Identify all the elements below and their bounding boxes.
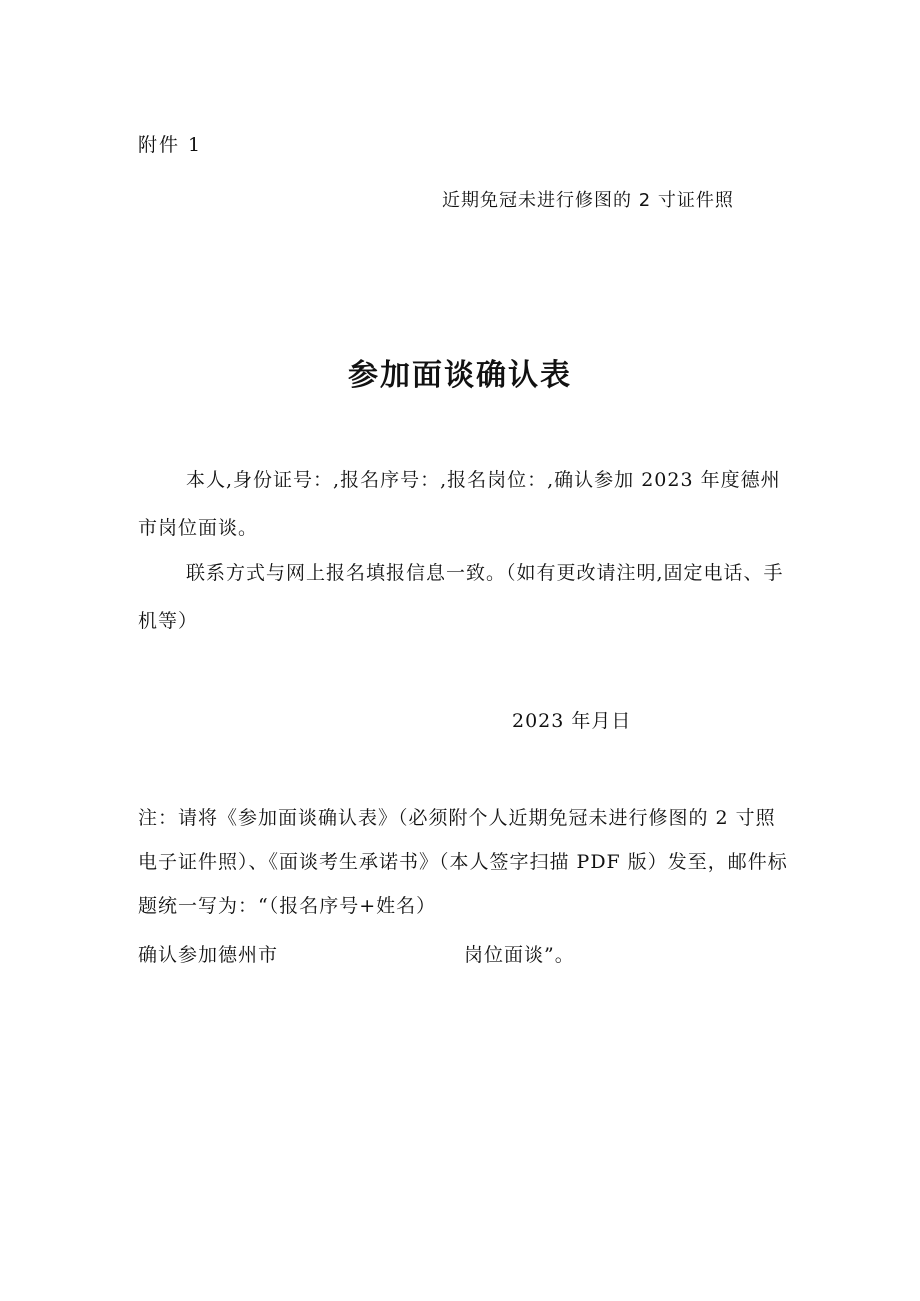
attachment-label: 附件 1 — [138, 134, 203, 156]
email-subject-line — [138, 940, 575, 967]
confirmation-text: 本人,身份证号：,报名序号：,报名岗位：,确认参加 2023 年度德州市岗位面谈。 — [138, 469, 781, 539]
confirmation-paragraph — [138, 456, 788, 552]
submission-note: 注：请将《参加面谈确认表》（必须附个人近期免冠未进行修图的 2 寸照电子证件照）、《面谈考生承诺书》（本人签字扫描 PDF 版）发至，邮件标题统一写为：“（报名序号+姓名） — [138, 807, 788, 917]
page-title: 参加面谈确认表 — [348, 358, 572, 393]
date-line: 2023 年月日 — [512, 710, 632, 732]
email-subject-right: 岗位面谈”。 — [464, 944, 575, 966]
photo-requirement-note: 近期免冠未进行修图的 2 寸证件照 — [442, 190, 734, 211]
email-subject-left: 确认参加德州市 — [138, 944, 279, 966]
contact-paragraph — [138, 549, 788, 645]
contact-text: 联系方式与网上报名填报信息一致。（如有更改请注明,固定电话、手机等） — [138, 562, 784, 632]
